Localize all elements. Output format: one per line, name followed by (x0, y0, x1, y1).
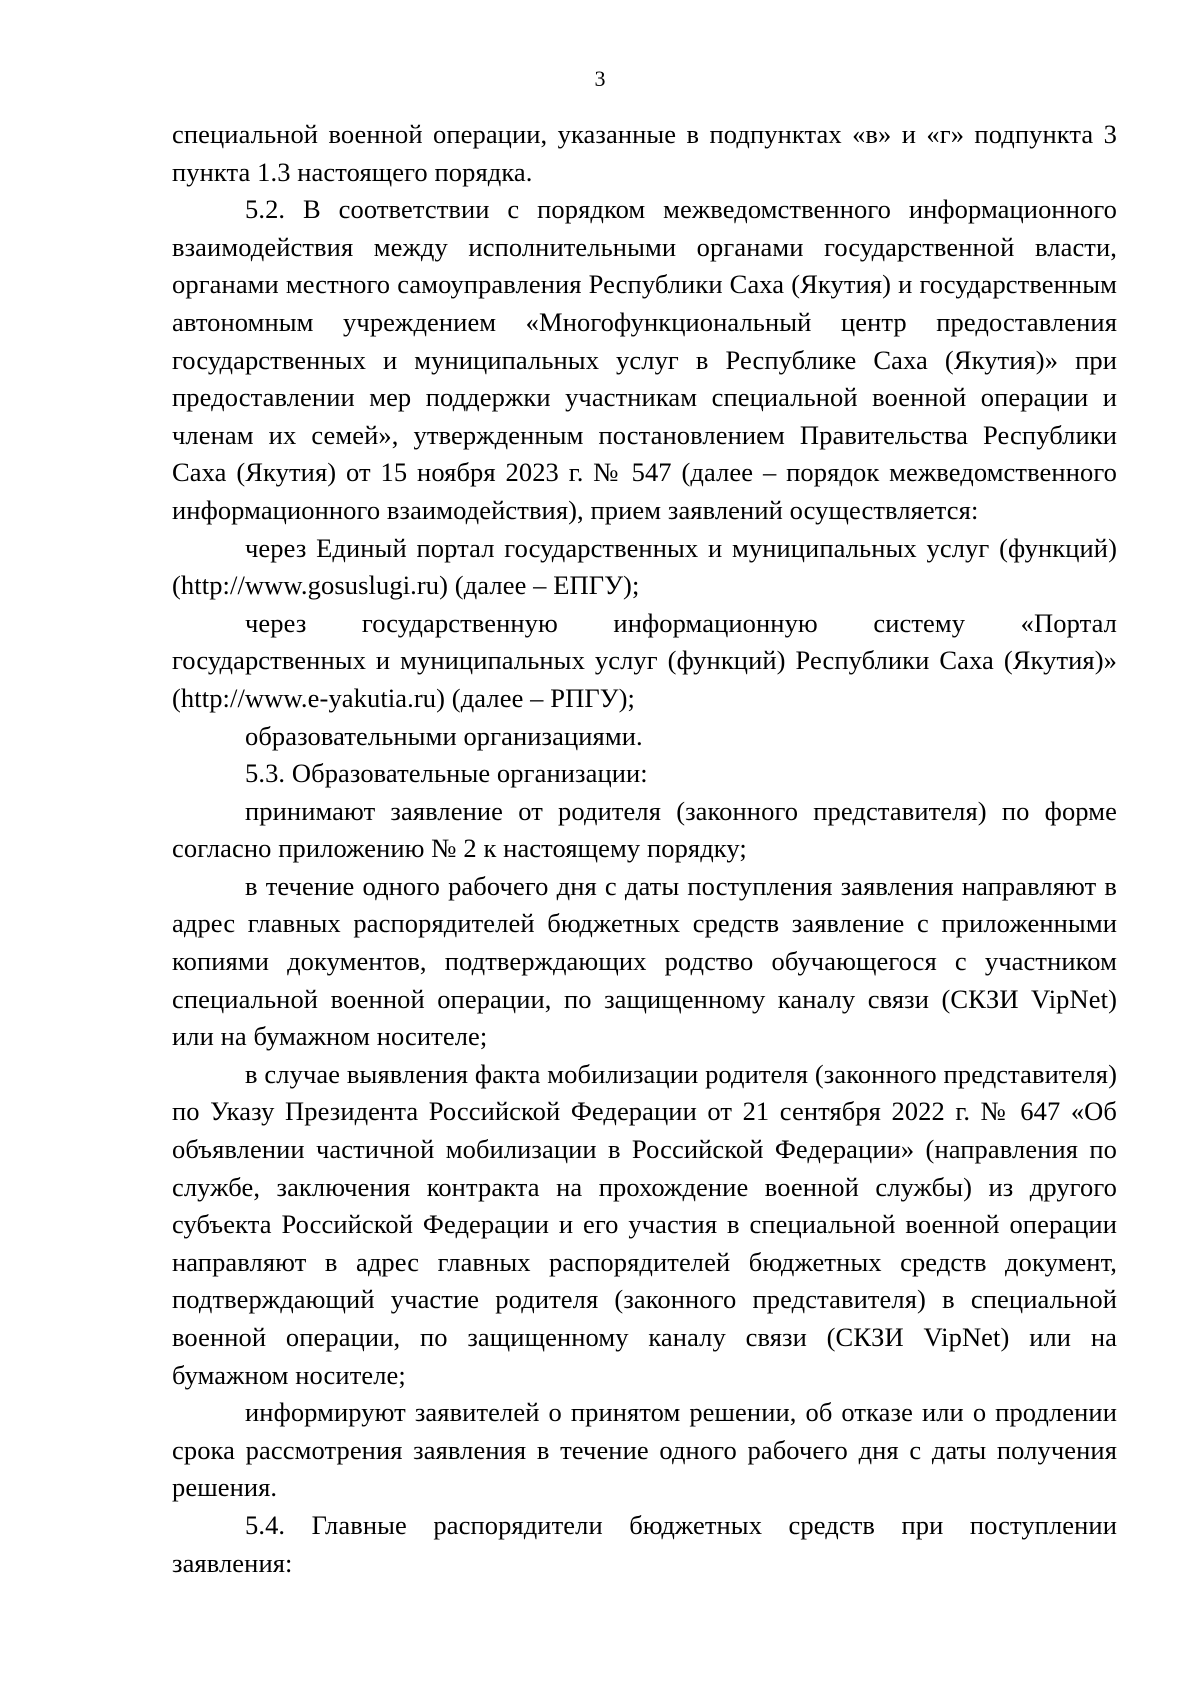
paragraph-continuation: специальной военной операции, указанные в подпунктах «в» и «г» подпункта 3 пункта 1.3 настоящего порядка. (172, 119, 1117, 187)
paragraph-accept-application: принимают заявление от родителя (законного представителя) по форме согласно приложению № 2 к настоящему порядку; (172, 795, 1117, 864)
paragraph-mobilization: в случае выявления факта мобилизации родителя (законного представителя) по Указу Президента Российской Федерации от 21 сентября 2022 г. № 647 «Об объявлении частичной мобилизации в Российской Федерации» (направления по службе, заключения контракта на прохождение военной службы) из другого субъекта Российской Федерации и его участия в специальной военной операции направляют в адрес главных распорядителей бюджетных средств документ, подтверждающий участие родителя (законного представителя) в специальной военной операции, по защищенному каналу связи (СКЗИ VipNet) или на бумажном носителе; (172, 1058, 1117, 1390)
paragraph-5-2: 5.2. В соответствии с порядком межведомственного информационного взаимодействия между исполнительными органами государственной власти, органами местного самоуправления Республики Саха (Якутия) и государственным автономным учреждением «Многофункциональный центр предоставления государственных и муниципальных услуг в Республике Саха (Якутия)» при предоставлении мер поддержки участникам специальной военной операции и членам их семей», утвержденным постановлением Правительства Республики Саха (Якутия) от 15 ноября 2023 г. № 547 (далее – порядок межведомственного информационного взаимодействия), прием заявлений осуществляется: (172, 194, 1117, 525)
paragraph-send-application: в течение одного рабочего дня с даты поступления заявления направляют в адрес главных распорядителей бюджетных средств заявление с приложенными копиями документов, подтверждающих родство обучающегося с участником специальной военной операции, по защищенному каналу связи (СКЗИ VipNet) или на бумажном носителе; (172, 870, 1117, 1052)
paragraph-inform-applicants: информируют заявителей о принятом решении, об отказе или о продлении срока рассмотрения заявления в течение одного рабочего дня с даты получения решения. (172, 1397, 1117, 1503)
page-number: 3 (594, 66, 606, 91)
document-body (172, 116, 1117, 1582)
paragraph-educational-orgs: образовательными организациями. (245, 720, 643, 751)
paragraph-epgu: через Единый портал государственных и муниципальных услуг (функций) (http://www.gosuslugi.ru) (далее – ЕПГУ); (172, 532, 1117, 601)
paragraph-rpgu: через государственную информационную систему «Портал государственных и муниципальных услуг (функций) Республики Саха (Якутия)» (http://www.e-yakutia.ru) (далее – РПГУ); (172, 607, 1117, 713)
paragraph-5-3: 5.3. Образовательные организации: (245, 758, 648, 789)
paragraph-5-4: 5.4. Главные распорядители бюджетных средств при поступлении заявления: (172, 1509, 1117, 1578)
